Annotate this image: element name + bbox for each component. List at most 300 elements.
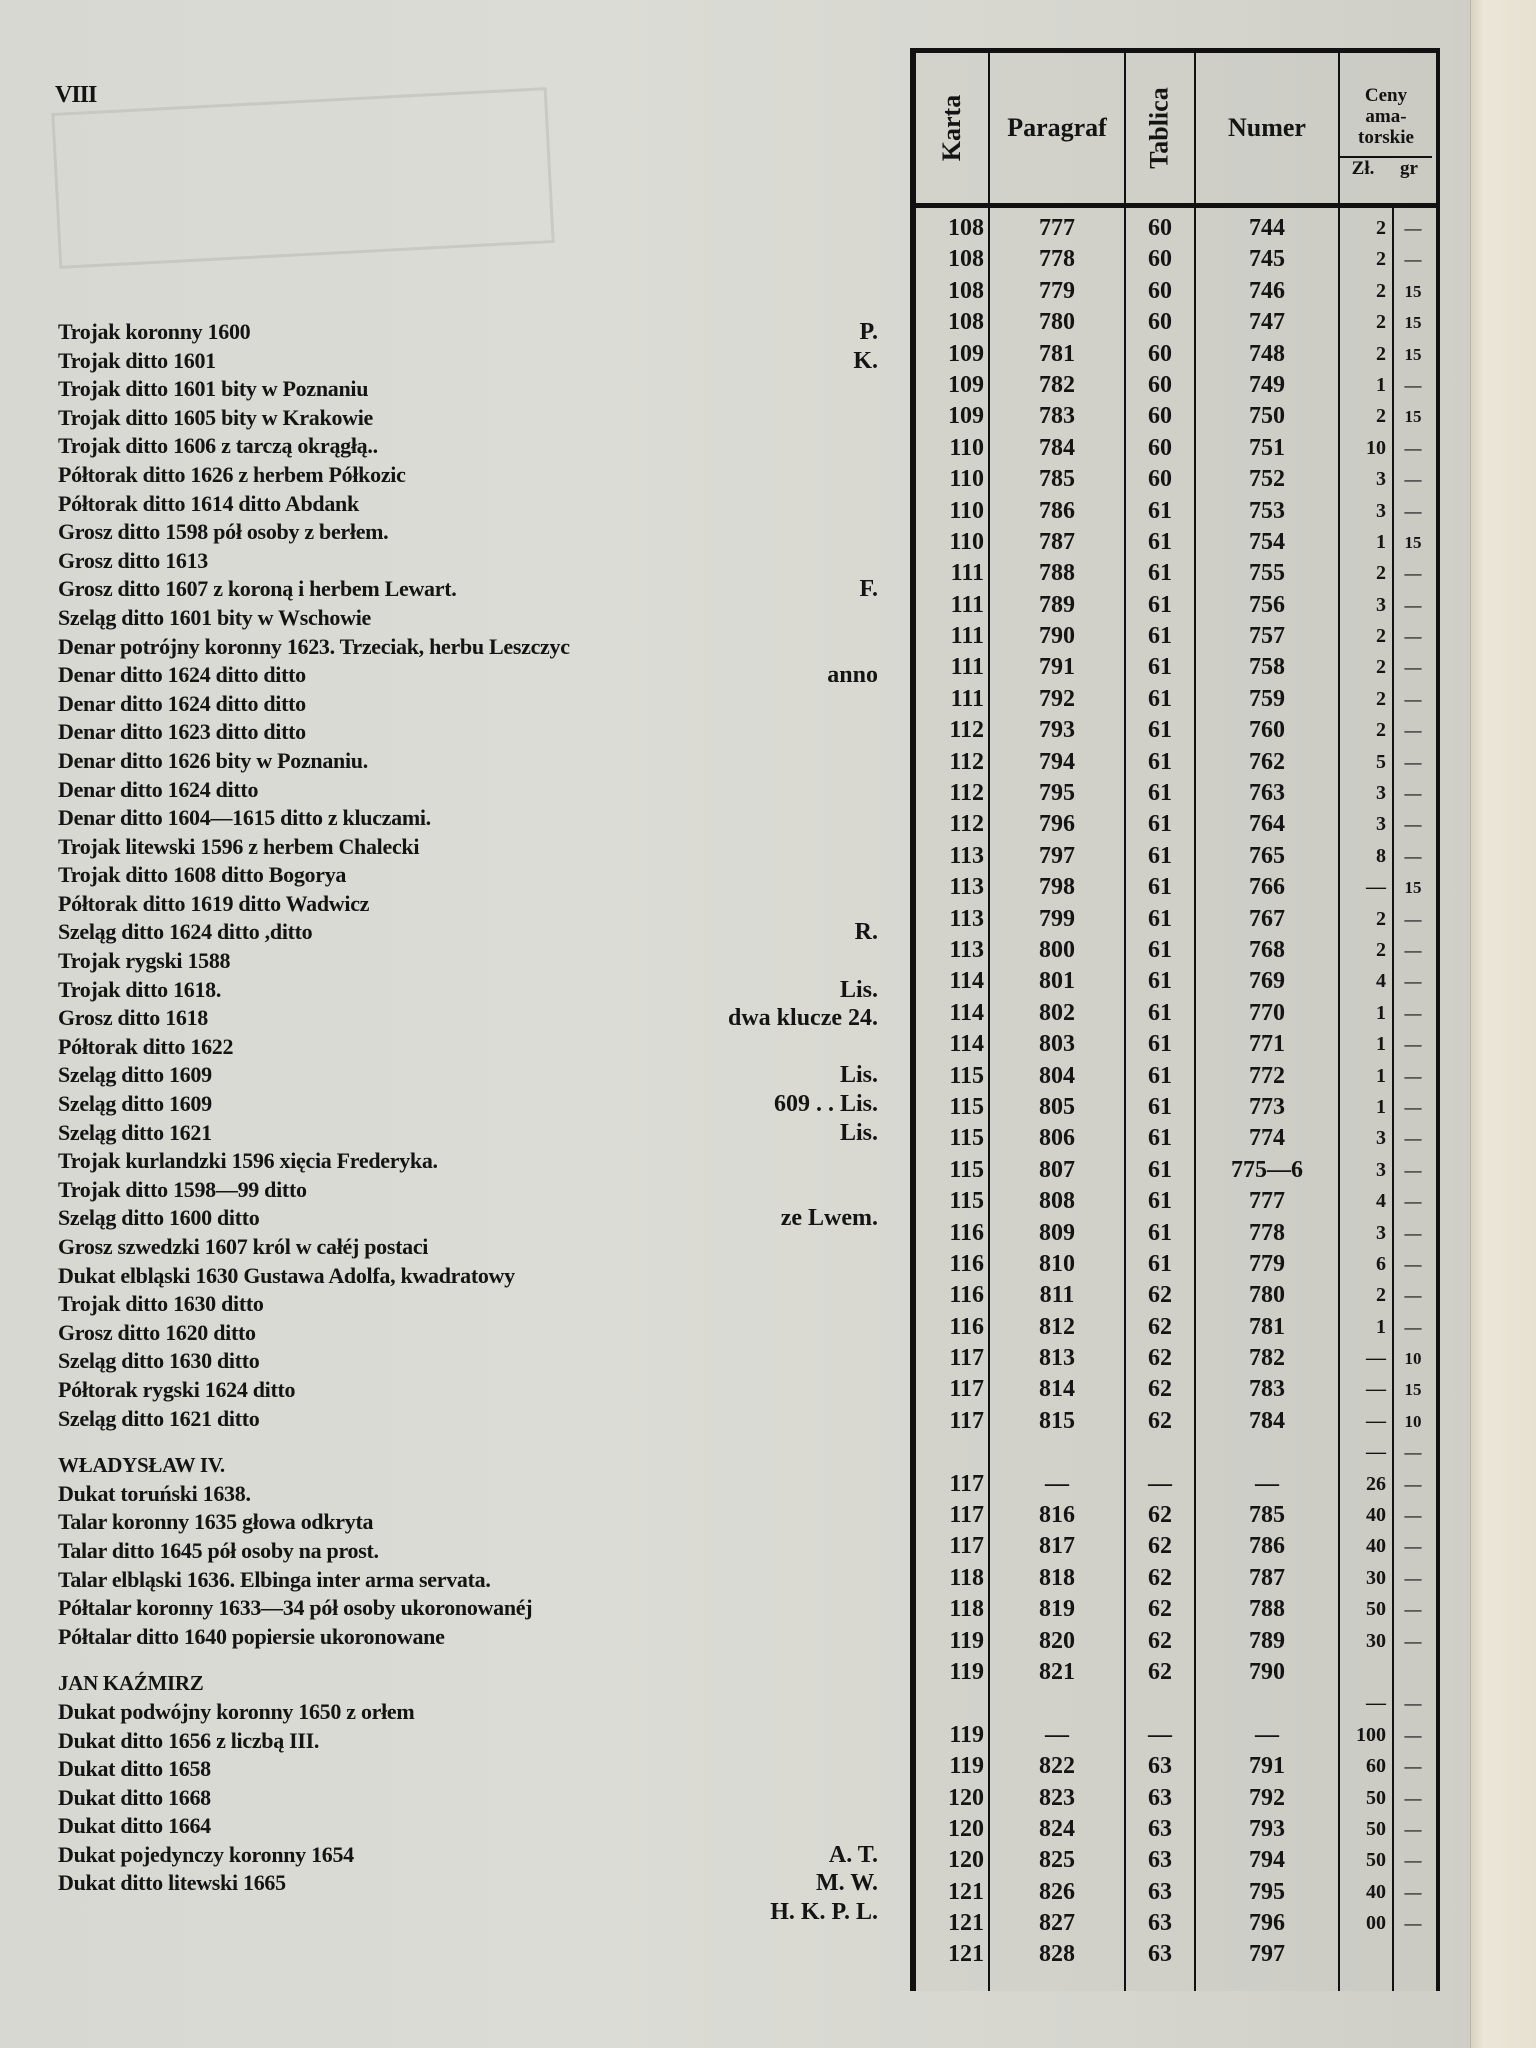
cell-numer: 763 xyxy=(1249,780,1285,807)
list-item xyxy=(58,1784,878,1813)
cell-numer: 790 xyxy=(1249,1658,1285,1685)
coin-description: Grosz ditto 1618 xyxy=(58,1005,209,1031)
table-row xyxy=(916,1249,1436,1280)
cell-gr: — xyxy=(1404,595,1422,615)
cell-tablica: 61 xyxy=(1148,528,1172,555)
cell-zl: 50 xyxy=(1366,1598,1386,1621)
cell-numer: 770 xyxy=(1249,999,1285,1026)
cell-paragraf: 778 xyxy=(1039,246,1075,273)
cell-paragraf: 777 xyxy=(1039,215,1075,241)
cell-zl: 40 xyxy=(1366,1535,1386,1558)
mint-mark: Lis. xyxy=(839,1119,878,1146)
cell-gr: — xyxy=(1404,1192,1422,1212)
cell-karta: 111 xyxy=(950,685,984,712)
table-row xyxy=(916,213,1436,244)
cell-gr: — xyxy=(1404,219,1422,238)
cell-zl: 30 xyxy=(1366,1566,1386,1589)
cell-zl: 2 xyxy=(1376,719,1386,742)
cell-tablica: 62 xyxy=(1148,1282,1172,1309)
cell-paragraf: 792 xyxy=(1039,685,1075,712)
cell-numer: 752 xyxy=(1249,466,1285,493)
table-row xyxy=(916,684,1436,715)
cell-gr: — xyxy=(1404,1788,1422,1808)
list-item xyxy=(58,1061,878,1090)
table-row xyxy=(916,966,1436,997)
cell-tablica: 60 xyxy=(1148,246,1172,273)
cell-tablica: 62 xyxy=(1148,1502,1172,1529)
cell-gr: — xyxy=(1404,972,1422,992)
table-row xyxy=(916,244,1436,275)
cell-gr: — xyxy=(1404,1160,1422,1180)
coin-description: Szeląg ditto 1601 bity w Wschowie xyxy=(58,604,371,630)
list-item xyxy=(58,1290,878,1319)
cell-zl: 30 xyxy=(1366,1629,1386,1652)
cell-numer: 787 xyxy=(1249,1564,1285,1591)
cell-paragraf: 794 xyxy=(1039,748,1075,775)
cell-gr: — xyxy=(1404,375,1422,395)
coin-description: Dukat elbląski 1630 Gustawa Adolfa, kwadratowy xyxy=(58,1262,515,1288)
coin-description: Denar ditto 1604—1615 ditto z kluczami. xyxy=(58,805,431,831)
cell-tablica: 62 xyxy=(1148,1313,1172,1340)
cell-paragraf: 799 xyxy=(1039,905,1075,932)
cell-gr: 15 xyxy=(1404,407,1422,427)
list-item xyxy=(58,1623,878,1652)
cell-tablica: 62 xyxy=(1148,1627,1172,1654)
header-paragraf: Paragraf xyxy=(1007,113,1107,142)
cell-tablica: 61 xyxy=(1148,842,1172,869)
cell-tablica: 61 xyxy=(1148,654,1172,681)
coin-description: Trojak ditto 1606 z tarczą okrągłą.. xyxy=(58,433,378,459)
cell-zl: 1 xyxy=(1376,1095,1386,1118)
list-item xyxy=(58,890,878,919)
mint-mark: M. W. xyxy=(815,1870,878,1897)
cell-tablica: 61 xyxy=(1148,1062,1172,1089)
cell-karta: 108 xyxy=(948,215,984,241)
cell-tablica: 61 xyxy=(1148,591,1172,618)
cell-gr: — xyxy=(1404,438,1422,458)
list-item xyxy=(58,1405,878,1434)
cell-gr: — xyxy=(1404,1035,1422,1055)
table-row xyxy=(916,433,1436,464)
cell-tablica: 63 xyxy=(1148,1941,1172,1968)
cell-numer: 765 xyxy=(1249,842,1285,869)
cell-numer: — xyxy=(1255,1470,1279,1497)
header-karta: Karta xyxy=(936,94,966,162)
cell-zl: — xyxy=(1366,1347,1386,1370)
table-row xyxy=(916,527,1436,558)
table-row xyxy=(916,872,1436,903)
list-item xyxy=(58,1090,878,1119)
cell-tablica: — xyxy=(1148,1721,1172,1748)
cell-karta: 117 xyxy=(949,1533,984,1560)
cell-gr: — xyxy=(1404,1066,1422,1086)
list-item xyxy=(58,575,878,604)
cell-zl: 1 xyxy=(1376,530,1386,553)
list-item xyxy=(58,1233,878,1262)
cell-paragraf: 824 xyxy=(1039,1815,1075,1842)
header-ceny-line3: torskie xyxy=(1358,127,1414,148)
cell-zl: — xyxy=(1366,1409,1386,1432)
cell-numer: 762 xyxy=(1249,748,1285,775)
cell-zl: — xyxy=(1366,876,1386,899)
cell-karta: 116 xyxy=(949,1313,984,1340)
header-numer: Numer xyxy=(1228,113,1306,142)
cell-paragraf: 817 xyxy=(1039,1533,1075,1560)
cell-paragraf: — xyxy=(1045,1721,1069,1748)
cell-tablica: 60 xyxy=(1148,403,1172,430)
cell-numer: 796 xyxy=(1249,1910,1285,1937)
cell-tablica: 61 xyxy=(1148,999,1172,1026)
cell-numer: 772 xyxy=(1249,1062,1285,1089)
mint-mark: K. xyxy=(853,347,878,374)
coin-description: Grosz ditto 1620 ditto xyxy=(58,1319,256,1345)
cell-numer: 784 xyxy=(1249,1407,1285,1434)
mint-mark: Lis. xyxy=(839,976,878,1003)
cell-paragraf: 785 xyxy=(1039,466,1075,493)
cell-karta: 111 xyxy=(950,591,984,618)
cell-tablica: 61 xyxy=(1148,1188,1172,1215)
cell-paragraf: 818 xyxy=(1039,1564,1075,1591)
coin-description: Szeląg ditto 1609 xyxy=(58,1062,212,1088)
cell-karta: 117 xyxy=(949,1470,984,1497)
cell-zl: 6 xyxy=(1376,1252,1386,1275)
cell-gr: — xyxy=(1404,1882,1422,1902)
cell-karta: 112 xyxy=(949,748,984,775)
cell-karta: 115 xyxy=(949,1093,984,1120)
mint-mark: dwa klucze 24. xyxy=(728,1005,878,1032)
cell-karta: 120 xyxy=(948,1815,984,1842)
cell-paragraf: 825 xyxy=(1039,1847,1075,1874)
facing-page-edge xyxy=(1470,0,1536,2048)
cell-paragraf: 806 xyxy=(1039,1125,1075,1152)
list-item xyxy=(58,1147,878,1176)
cell-numer: 783 xyxy=(1249,1376,1285,1403)
table-row xyxy=(916,621,1436,652)
header-currency-units xyxy=(1340,156,1432,179)
cell-paragraf: 802 xyxy=(1039,999,1075,1026)
cell-zl: 1 xyxy=(1376,373,1386,396)
table-row xyxy=(916,1845,1436,1876)
cell-zl: 3 xyxy=(1376,1221,1386,1244)
coin-description: Półtorak ditto 1622 xyxy=(58,1033,234,1059)
cell-gr: — xyxy=(1404,1851,1422,1871)
cell-tablica: 62 xyxy=(1148,1564,1172,1591)
table-row xyxy=(916,401,1436,432)
cell-paragraf: 793 xyxy=(1039,717,1075,744)
coin-description: Denar ditto 1624 ditto ditto xyxy=(58,690,306,716)
cell-gr: — xyxy=(1404,501,1422,521)
cell-gr: — xyxy=(1404,1914,1422,1934)
table-row xyxy=(916,1626,1436,1657)
coin-description: Grosz ditto 1598 pół osoby z berłem. xyxy=(58,519,389,545)
list-item xyxy=(58,690,878,719)
table-row xyxy=(916,1877,1436,1908)
cell-tablica: — xyxy=(1148,1470,1172,1497)
list-item xyxy=(58,1204,878,1233)
coin-description: Szeląg ditto 1600 ditto xyxy=(58,1205,260,1231)
cell-numer: 797 xyxy=(1249,1941,1285,1968)
cell-tablica: 60 xyxy=(1148,340,1172,367)
cell-karta: 119 xyxy=(949,1627,984,1654)
cell-paragraf: 807 xyxy=(1039,1156,1075,1183)
cell-numer: — xyxy=(1255,1721,1279,1748)
list-item xyxy=(58,718,878,747)
cell-numer: 789 xyxy=(1249,1627,1285,1654)
cell-numer: 782 xyxy=(1249,1345,1285,1372)
cell-paragraf: 803 xyxy=(1039,1031,1075,1058)
coin-description: Dukat ditto litewski 1665 xyxy=(58,1870,286,1896)
cell-paragraf: 813 xyxy=(1039,1345,1075,1372)
cell-gr: — xyxy=(1404,1003,1422,1023)
cell-karta: 111 xyxy=(950,560,984,587)
cell-numer: 794 xyxy=(1249,1847,1285,1874)
cell-zl: 40 xyxy=(1366,1504,1386,1527)
list-item xyxy=(58,947,878,976)
list-item xyxy=(58,432,878,461)
cell-karta: 108 xyxy=(948,246,984,273)
cell-zl: 2 xyxy=(1376,907,1386,930)
table-row xyxy=(916,1908,1436,1939)
list-item xyxy=(58,976,878,1005)
cell-paragraf: 784 xyxy=(1039,434,1075,461)
cell-zl: 2 xyxy=(1376,938,1386,961)
coin-description: Trojak koronny 1600 xyxy=(58,319,251,344)
cell-tablica: 63 xyxy=(1148,1753,1172,1780)
table-row xyxy=(916,1657,1436,1688)
cell-zl: 26 xyxy=(1366,1472,1386,1495)
table-row xyxy=(916,1720,1436,1751)
coin-description: Trojak litewski 1596 z herbem Chalecki xyxy=(58,833,420,859)
coin-description: JAN KAŹMIRZ xyxy=(58,1671,204,1696)
cell-numer: 756 xyxy=(1249,591,1285,618)
cell-gr: — xyxy=(1404,1129,1422,1149)
table-row xyxy=(916,1218,1436,1249)
list-item xyxy=(58,490,878,519)
table-row xyxy=(916,276,1436,307)
mint-mark: anno xyxy=(827,662,878,689)
coin-description: Dukat toruński 1638. xyxy=(58,1480,251,1506)
cell-gr: — xyxy=(1404,1286,1422,1306)
cell-zl: 2 xyxy=(1376,656,1386,679)
cell-karta: 117 xyxy=(949,1502,984,1529)
cell-karta: 112 xyxy=(949,717,984,744)
coin-description: Szeląg ditto 1621 xyxy=(58,1119,212,1145)
table-row xyxy=(916,1155,1436,1186)
cell-paragraf: 789 xyxy=(1039,591,1075,618)
cell-karta: 121 xyxy=(948,1910,984,1937)
coin-description: Trojak ditto 1598—99 ditto xyxy=(58,1176,307,1202)
coin-description: Trojak kurlandzki 1596 xięcia Frederyka. xyxy=(58,1148,438,1174)
cell-paragraf: 814 xyxy=(1039,1376,1075,1403)
cell-numer: 746 xyxy=(1249,277,1285,304)
cell-gr: — xyxy=(1404,689,1422,709)
cell-paragraf: 798 xyxy=(1039,874,1075,901)
cell-numer: 773 xyxy=(1249,1093,1285,1120)
table-row xyxy=(916,558,1436,589)
page-number: VIII xyxy=(55,82,97,108)
cell-gr: — xyxy=(1404,752,1422,772)
coin-description: Dukat ditto 1656 z liczbą III. xyxy=(58,1727,320,1753)
cell-gr: — xyxy=(1404,627,1422,647)
cell-karta: 121 xyxy=(948,1941,984,1968)
cell-paragraf: 780 xyxy=(1039,309,1075,336)
cell-gr: — xyxy=(1404,815,1422,835)
cell-tablica: 61 xyxy=(1148,1093,1172,1120)
cell-karta: 121 xyxy=(948,1878,984,1905)
cell-tablica: 63 xyxy=(1148,1910,1172,1937)
coin-description: Dukat ditto 1658 xyxy=(58,1756,211,1782)
table-row xyxy=(916,1531,1436,1562)
cell-zl: 50 xyxy=(1366,1817,1386,1840)
coin-description: Denar ditto 1623 ditto ditto xyxy=(58,719,306,745)
cell-tablica: 61 xyxy=(1148,717,1172,744)
header-ceny-amatorskie xyxy=(1340,53,1432,235)
table-header xyxy=(916,53,1436,208)
show-through-table xyxy=(51,87,554,269)
cell-numer: 754 xyxy=(1249,528,1285,555)
table-row xyxy=(916,1280,1436,1311)
coin-description: Trojak ditto 1601 bity w Poznaniu xyxy=(58,376,369,402)
cell-tablica: 63 xyxy=(1148,1815,1172,1842)
cell-tablica: 63 xyxy=(1148,1878,1172,1905)
cell-karta: 113 xyxy=(949,905,984,932)
cell-gr: — xyxy=(1404,784,1422,804)
cell-paragraf: 797 xyxy=(1039,842,1075,869)
list-item xyxy=(58,404,878,433)
header-tablica: Tablica xyxy=(1145,87,1174,169)
list-item xyxy=(58,1594,878,1623)
cell-paragraf: 827 xyxy=(1039,1910,1075,1937)
cell-numer: 755 xyxy=(1249,560,1285,587)
cell-numer: 793 xyxy=(1249,1815,1285,1842)
cell-karta: 108 xyxy=(948,277,984,304)
cell-gr: — xyxy=(1404,1097,1422,1117)
table-row xyxy=(916,1374,1436,1405)
cell-karta: 120 xyxy=(948,1847,984,1874)
list-item xyxy=(58,1698,878,1727)
cell-numer: 757 xyxy=(1249,623,1285,650)
cell-karta: 109 xyxy=(948,340,984,367)
cell-paragraf: 805 xyxy=(1039,1093,1075,1120)
list-item xyxy=(58,776,878,805)
table-row xyxy=(916,1092,1436,1123)
cell-zl: 3 xyxy=(1376,468,1386,491)
cell-paragraf: 815 xyxy=(1039,1407,1075,1434)
header-ceny-line1: Ceny xyxy=(1364,85,1408,106)
cell-paragraf: 826 xyxy=(1039,1878,1075,1905)
cell-paragraf: 800 xyxy=(1039,936,1075,963)
cell-gr: — xyxy=(1404,1600,1422,1620)
table-row xyxy=(916,1029,1436,1060)
coin-description: Półtalar ditto 1640 popiersie ukoronowane xyxy=(58,1623,445,1649)
list-item xyxy=(58,1869,878,1898)
table-row xyxy=(916,590,1436,621)
cell-numer: 781 xyxy=(1249,1313,1285,1340)
table-row xyxy=(916,307,1436,338)
list-item xyxy=(58,1319,878,1348)
cell-paragraf: 810 xyxy=(1039,1250,1075,1277)
coin-description: Dukat ditto 1668 xyxy=(58,1784,211,1810)
header-zl: Zł. xyxy=(1351,158,1375,179)
cell-zl: 2 xyxy=(1376,342,1386,365)
cell-zl: 3 xyxy=(1376,1127,1386,1150)
cell-tablica: 62 xyxy=(1148,1596,1172,1623)
cell-zl: 8 xyxy=(1376,844,1386,867)
cell-numer: 751 xyxy=(1249,434,1285,461)
list-item xyxy=(58,1262,878,1291)
table-row xyxy=(916,1688,1436,1719)
cell-numer: 768 xyxy=(1249,936,1285,963)
cell-gr: 15 xyxy=(1404,1380,1422,1400)
cell-zl: 5 xyxy=(1376,750,1386,773)
cell-numer: 753 xyxy=(1249,497,1285,524)
cell-karta: 111 xyxy=(950,623,984,650)
cell-paragraf: 801 xyxy=(1039,968,1075,995)
cell-numer: 792 xyxy=(1249,1784,1285,1811)
table-row xyxy=(916,1437,1436,1468)
coin-description: Denar ditto 1624 ditto xyxy=(58,776,259,802)
cell-karta: 116 xyxy=(949,1250,984,1277)
cell-gr: 15 xyxy=(1404,281,1422,301)
cell-zl: 1 xyxy=(1376,1315,1386,1338)
cell-zl: 1 xyxy=(1376,1001,1386,1024)
cell-zl: 1 xyxy=(1376,1064,1386,1087)
coin-description: Trojak ditto 1618. xyxy=(58,976,222,1002)
cell-karta: 118 xyxy=(949,1564,984,1591)
coin-description: Półtorak ditto 1626 z herbem Półkozic xyxy=(58,461,406,487)
coin-description: Grosz ditto 1613 xyxy=(58,547,209,573)
cell-karta: 109 xyxy=(948,403,984,430)
cell-zl: 4 xyxy=(1376,970,1386,993)
cell-karta: 114 xyxy=(949,1031,984,1058)
cell-numer: 766 xyxy=(1249,874,1285,901)
cell-zl: 2 xyxy=(1376,625,1386,648)
cell-gr: — xyxy=(1404,1317,1422,1337)
cell-tablica: 62 xyxy=(1148,1658,1172,1685)
cell-numer: 748 xyxy=(1249,340,1285,367)
cell-zl: 2 xyxy=(1376,687,1386,710)
cell-tablica: 61 xyxy=(1148,780,1172,807)
table-row xyxy=(916,370,1436,401)
list-item xyxy=(58,604,878,633)
cell-numer: 771 xyxy=(1249,1031,1285,1058)
cell-tablica: 60 xyxy=(1148,309,1172,336)
table-row xyxy=(916,1594,1436,1625)
mint-mark: R. xyxy=(854,919,878,946)
header-ceny-line2: ama- xyxy=(1365,106,1407,127)
cell-numer: 744 xyxy=(1249,215,1285,241)
cell-tablica: 62 xyxy=(1148,1533,1172,1560)
cell-paragraf: 828 xyxy=(1039,1941,1075,1968)
cell-gr: — xyxy=(1404,658,1422,678)
cell-paragraf: 812 xyxy=(1039,1313,1075,1340)
table-row xyxy=(916,809,1436,840)
table-row xyxy=(916,652,1436,683)
cell-karta: 117 xyxy=(949,1407,984,1434)
coin-description: Talar elbląski 1636. Elbinga inter arma servata. xyxy=(58,1566,491,1592)
cell-numer: 791 xyxy=(1249,1753,1285,1780)
cell-karta: 109 xyxy=(948,371,984,398)
mint-mark: F. xyxy=(859,576,878,603)
cell-numer: 780 xyxy=(1249,1282,1285,1309)
list-item xyxy=(58,461,878,490)
cell-karta: 108 xyxy=(948,309,984,336)
cell-karta: 119 xyxy=(949,1658,984,1685)
cell-karta: 112 xyxy=(949,780,984,807)
cell-tablica: 61 xyxy=(1148,497,1172,524)
cell-tablica: 61 xyxy=(1148,1031,1172,1058)
cell-karta: 114 xyxy=(949,968,984,995)
